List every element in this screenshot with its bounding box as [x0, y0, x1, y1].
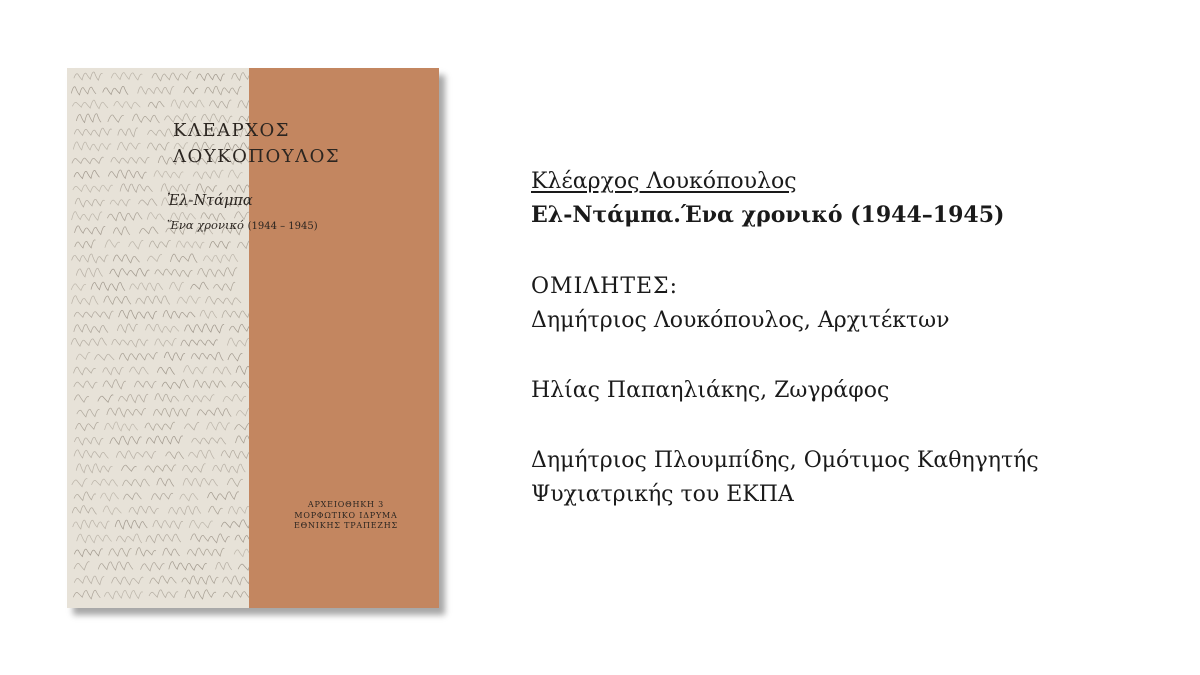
- publisher-series: ΑΡΧΕΙΟΘΗΚΗ 3: [307, 500, 385, 509]
- handwriting-stroke: [118, 394, 148, 402]
- handwriting-stroke: [228, 506, 249, 514]
- handwriting-stroke: [146, 534, 181, 543]
- handwriting-stroke: [189, 520, 213, 528]
- handwriting-stroke: [197, 184, 218, 193]
- handwriting-stroke: [129, 506, 159, 514]
- cover-author: [173, 118, 340, 170]
- handwriting-stroke: [98, 562, 133, 570]
- handwriting-stroke: [118, 128, 138, 137]
- handwriting-stroke: [132, 114, 159, 123]
- handwriting-stroke: [110, 268, 150, 277]
- handwriting-stroke: [105, 240, 120, 248]
- handwriting-stroke: [109, 548, 132, 556]
- handwriting-stroke: [116, 451, 156, 459]
- handwriting-stroke: [149, 240, 171, 248]
- handwriting-stroke: [92, 479, 118, 486]
- cover-subtitle-text: Ἕνα χρονικό: [167, 218, 244, 232]
- handwriting-stroke: [184, 366, 208, 374]
- handwriting-stroke: [234, 548, 249, 556]
- handwriting-stroke: [113, 255, 139, 263]
- author-link[interactable]: Κλέαρχος Λουκόπουλος: [531, 169, 797, 194]
- handwriting-stroke: [134, 381, 156, 388]
- handwriting-stroke: [103, 367, 124, 374]
- cover-years: (1944 – 1945): [247, 221, 318, 232]
- handwriting-stroke: [227, 478, 243, 486]
- handwriting-stroke: [176, 241, 204, 248]
- handwriting-stroke: [169, 506, 201, 515]
- handwriting-stroke: [155, 269, 193, 277]
- handwriting-stroke: [107, 212, 142, 220]
- handwriting-stroke: [74, 311, 113, 319]
- handwriting-stroke: [130, 283, 163, 291]
- handwriting-stroke: [191, 282, 209, 289]
- handwriting-stroke: [171, 100, 204, 109]
- handwriting-stroke: [229, 324, 249, 332]
- handwriting-stroke: [222, 311, 249, 319]
- handwriting-stroke: [73, 185, 113, 192]
- handwriting-stroke: [177, 296, 201, 304]
- cover-subtitle: [167, 218, 318, 232]
- handwriting-stroke: [116, 534, 141, 543]
- handwriting-stroke: [146, 436, 183, 444]
- handwriting-stroke: [232, 73, 249, 81]
- speaker-3-continued: Ψυχιατρικής του ΕΚΠΑ: [531, 482, 794, 507]
- handwriting-stroke: [141, 562, 165, 570]
- handwriting-stroke: [228, 170, 242, 178]
- handwriting-stroke: [188, 450, 214, 459]
- handwriting-stroke: [117, 324, 137, 333]
- handwriting-stroke: [108, 170, 146, 179]
- handwriting-stroke: [98, 395, 114, 402]
- handwriting-stroke: [197, 74, 225, 81]
- handwriting-stroke: [152, 72, 191, 81]
- handwriting-stroke: [238, 563, 249, 570]
- handwriting-stroke: [111, 73, 142, 80]
- handwriting-stroke: [236, 366, 249, 374]
- handwriting-stroke: [103, 380, 126, 389]
- handwriting-stroke: [162, 380, 189, 389]
- handwriting-stroke: [209, 100, 231, 108]
- handwriting-stroke: [200, 310, 217, 318]
- speaker-3: Δημήτριος Πλουμπίδης, Ομότιμος Καθηγητής: [531, 448, 1039, 473]
- handwriting-stroke: [213, 367, 231, 375]
- handwriting-stroke: [124, 493, 142, 500]
- handwriting-stroke: [77, 534, 112, 543]
- handwriting-stroke: [75, 226, 106, 235]
- handwriting-stroke: [235, 423, 250, 430]
- handwriting-stroke: [138, 86, 174, 94]
- handwriting-stroke: [73, 590, 100, 599]
- handwriting-stroke: [198, 268, 238, 277]
- handwriting-stroke: [205, 86, 242, 95]
- handwriting-stroke: [103, 86, 128, 94]
- handwriting-stroke: [110, 200, 130, 206]
- handwriting-stroke: [206, 297, 242, 305]
- handwriting-stroke: [185, 590, 216, 599]
- handwriting-stroke: [110, 436, 142, 445]
- handwriting-stroke: [155, 394, 179, 403]
- handwriting-stroke: [71, 284, 86, 291]
- handwriting-stroke: [191, 534, 230, 543]
- handwriting-stroke: [197, 408, 231, 417]
- handwriting-stroke: [71, 338, 107, 346]
- speaker-2: Ηλίας Παπαηλιάκης, Ζωγράφος: [531, 378, 890, 403]
- handwriting-stroke: [74, 437, 103, 445]
- handwriting-stroke: [184, 87, 198, 94]
- handwriting-stroke: [151, 493, 173, 500]
- handwriting-stroke: [192, 438, 226, 444]
- handwriting-stroke: [111, 157, 150, 163]
- handwriting-stroke: [77, 409, 100, 417]
- handwriting-stroke: [149, 590, 178, 598]
- handwriting-stroke: [153, 520, 183, 528]
- handwriting-stroke: [227, 338, 249, 347]
- handwriting-stroke: [107, 408, 146, 417]
- handwriting-stroke: [223, 591, 249, 599]
- handwriting-stroke: [74, 395, 89, 402]
- handwriting-stroke: [213, 464, 246, 473]
- handwriting-stroke: [146, 324, 179, 332]
- handwriting-stroke: [76, 268, 102, 277]
- handwriting-stroke: [139, 227, 158, 234]
- handwriting-stroke: [232, 382, 249, 389]
- handwriting-stroke: [157, 478, 174, 486]
- handwriting-stroke: [154, 171, 183, 178]
- handwriting-stroke: [74, 576, 104, 585]
- handwriting-stroke: [104, 590, 143, 598]
- handwriting-stroke: [100, 493, 118, 501]
- handwriting-stroke: [139, 199, 158, 206]
- handwriting-stroke: [145, 422, 175, 430]
- handwriting-stroke: [94, 354, 114, 360]
- handwriting-stroke: [120, 184, 152, 192]
- handwriting-stroke: [104, 296, 131, 304]
- handwriting-stroke: [72, 479, 88, 487]
- handwriting-stroke: [187, 548, 224, 556]
- handwriting-stroke: [108, 115, 124, 122]
- handwriting-stroke: [185, 324, 225, 333]
- handwriting-stroke: [216, 562, 232, 570]
- handwriting-stroke: [75, 198, 105, 207]
- handwriting-stroke: [119, 353, 157, 361]
- handwriting-stroke: [237, 240, 249, 249]
- speakers-heading: ΟΜΙΛΗΤΕΣ:: [531, 274, 679, 299]
- handwriting-stroke: [74, 72, 103, 80]
- book-title: Ελ-Ντάμπα.Ένα χρονικό (1944–1945): [531, 202, 1005, 228]
- handwriting-stroke: [91, 282, 125, 291]
- handwriting-stroke: [75, 240, 96, 248]
- handwriting-stroke: [210, 241, 231, 248]
- handwriting-stroke: [203, 254, 238, 262]
- handwriting-stroke: [193, 170, 223, 179]
- handwriting-stroke: [115, 520, 147, 529]
- handwriting-stroke: [166, 452, 184, 459]
- handwriting-stroke: [74, 450, 108, 459]
- handwriting-stroke: [163, 311, 195, 319]
- handwriting-stroke: [73, 142, 111, 151]
- handwriting-stroke: [136, 296, 170, 305]
- handwriting-stroke: [130, 367, 149, 374]
- handwriting-stroke: [72, 157, 104, 164]
- handwriting-stroke: [223, 576, 249, 585]
- handwriting-stroke: [105, 422, 138, 431]
- handwriting-stroke: [163, 548, 180, 556]
- handwriting-stroke: [73, 520, 110, 529]
- handwriting-stroke: [228, 353, 243, 360]
- handwriting-stroke: [74, 381, 98, 388]
- handwriting-stroke: [238, 100, 249, 108]
- handwriting-stroke: [72, 212, 103, 221]
- handwriting-stroke: [147, 213, 164, 221]
- handwriting-stroke: [170, 254, 197, 263]
- handwriting-stroke: [191, 352, 223, 360]
- handwriting-stroke: [76, 464, 112, 473]
- handwriting-stroke: [72, 254, 109, 263]
- cover-publisher: [253, 500, 439, 532]
- handwriting-stroke: [112, 577, 144, 585]
- handwriting-stroke: [148, 101, 164, 108]
- handwriting-stroke: [113, 227, 130, 235]
- handwriting-stroke: [74, 562, 89, 570]
- handwriting-stroke: [119, 310, 157, 319]
- handwriting-stroke: [74, 367, 96, 375]
- handwriting-stroke: [181, 340, 218, 346]
- handwriting-stroke: [121, 465, 136, 471]
- handwriting-stroke: [112, 339, 149, 347]
- handwriting-stroke: [169, 562, 207, 571]
- handwriting-stroke: [145, 465, 176, 473]
- handwriting-stroke: [76, 352, 90, 359]
- handwriting-stroke: [74, 128, 111, 136]
- handwriting-stroke: [153, 408, 190, 417]
- handwriting-stroke: [76, 422, 99, 430]
- handwriting-stroke: [72, 506, 96, 515]
- handwriting-stroke: [150, 576, 177, 584]
- handwriting-stroke: [161, 184, 190, 193]
- handwriting-stroke: [136, 548, 156, 556]
- handwriting-stroke: [223, 394, 246, 401]
- cover-author-first-name: ΚΛΕΑΡΧΟΣ: [173, 120, 290, 141]
- handwriting-stroke: [72, 296, 99, 305]
- handwriting-stroke: [221, 520, 249, 528]
- handwriting-stroke: [180, 494, 198, 501]
- book-cover: [67, 68, 439, 608]
- handwriting-stroke: [147, 143, 169, 151]
- cover-author-last-name: ΛΟΥΚΟΠΟΥΛΟΣ: [173, 146, 341, 167]
- handwriting-stroke: [103, 506, 121, 515]
- handwriting-stroke: [221, 450, 249, 458]
- handwriting-stroke: [227, 184, 249, 192]
- handwriting-stroke: [213, 282, 235, 290]
- event-info: [531, 166, 1171, 512]
- handwriting-stroke: [114, 101, 141, 108]
- speaker-1: Δημήτριος Λουκόπουλος, Αρχιτέκτων: [531, 308, 950, 333]
- handwriting-stroke: [74, 324, 108, 332]
- handwriting-stroke: [236, 408, 249, 416]
- handwriting-stroke: [182, 576, 219, 584]
- handwriting-stroke: [207, 422, 230, 430]
- handwriting-stroke: [182, 464, 205, 473]
- cover-title: Ἐλ-Ντάμπα: [167, 193, 253, 209]
- handwriting-stroke: [194, 380, 226, 388]
- handwriting-stroke: [72, 100, 108, 109]
- publisher-name-line1: ΜΟΡΦΩΤΙΚΟ ΙΔΡΥΜΑ: [294, 510, 398, 520]
- handwriting-stroke: [74, 170, 100, 178]
- handwriting-stroke: [74, 492, 96, 501]
- handwriting-stroke: [76, 114, 101, 123]
- handwriting-stroke: [129, 240, 144, 249]
- handwriting-stroke: [147, 255, 162, 262]
- handwriting-stroke: [117, 142, 140, 150]
- handwriting-stroke: [184, 422, 199, 430]
- handwriting-stroke: [209, 506, 223, 514]
- handwriting-stroke: [74, 549, 102, 557]
- handwriting-stroke: [208, 492, 239, 500]
- handwriting-stroke: [236, 436, 250, 444]
- handwriting-stroke: [183, 478, 218, 486]
- handwriting-stroke: [123, 479, 150, 486]
- publisher-name-line2: ΕΘΝΙΚΗΣ ΤΡΑΠΕΖΗΣ: [293, 521, 398, 530]
- handwriting-stroke: [184, 395, 215, 402]
- handwriting-stroke: [169, 282, 183, 291]
- handwriting-stroke: [155, 339, 177, 347]
- handwriting-stroke: [71, 87, 96, 95]
- handwriting-stroke: [157, 367, 174, 374]
- handwriting-stroke: [164, 352, 185, 360]
- handwriting-stroke: [235, 535, 249, 543]
